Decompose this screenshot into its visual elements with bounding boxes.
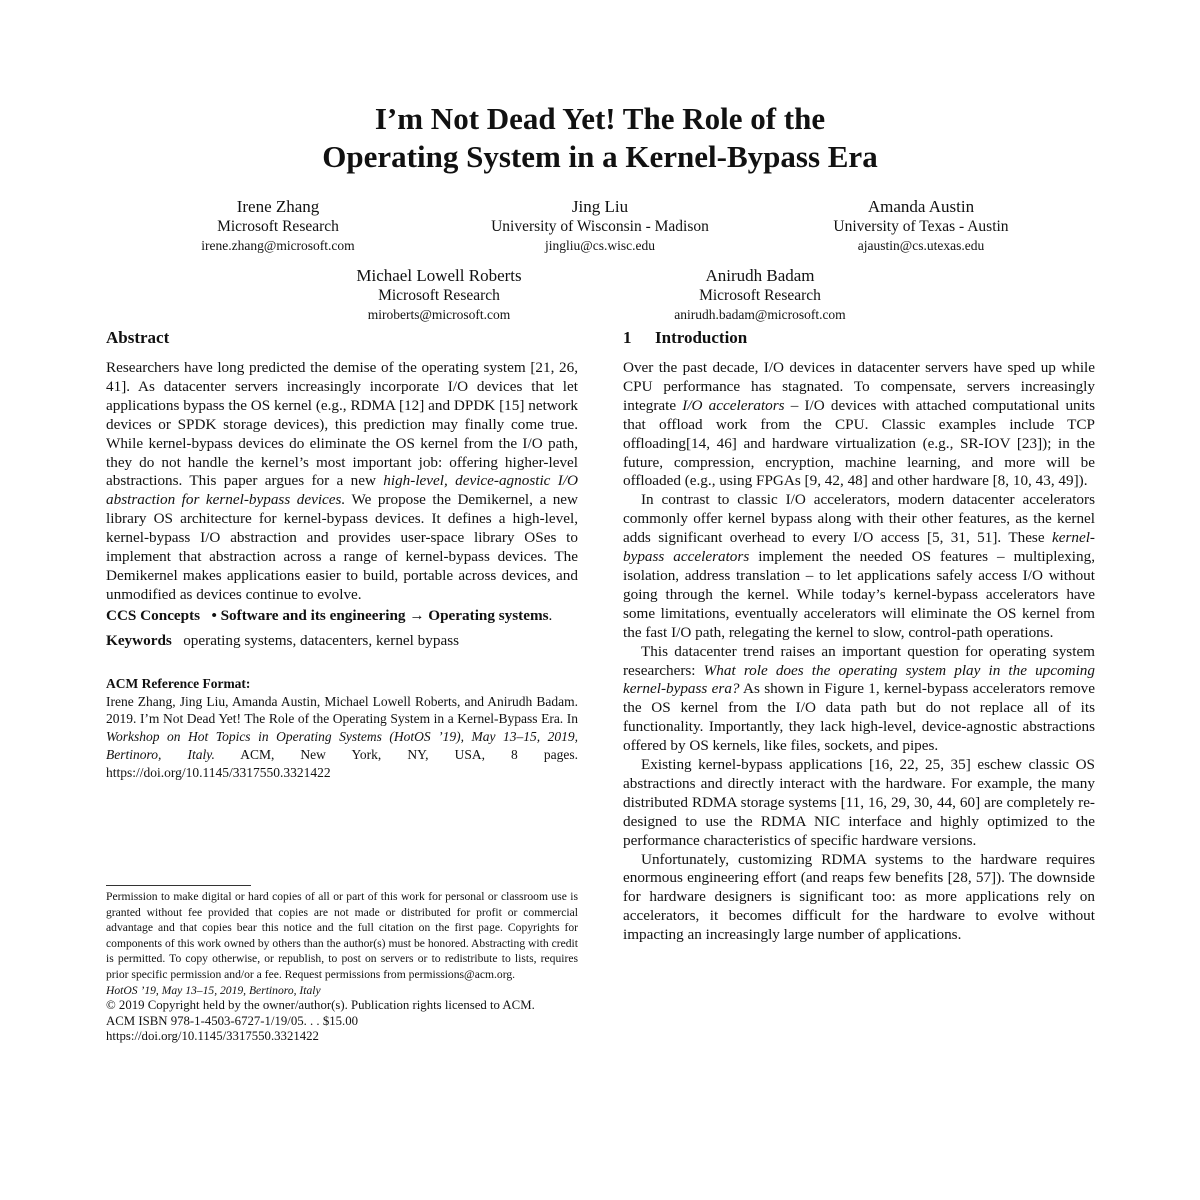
paragraph-part: Over the past decade, I/O devices in datacenter servers have sped up while CPU performance has stagnated. To compensate, servers increasingly integrate — [623, 359, 1095, 414]
paragraph-part: implement the needed OS features – multiplexing, isolation, address translation – to let applications safely access I/O without going through the kernel. While today’s kernel-bypass accelerators have some limitations, eventually accelerators will eliminate the OS kernel from the fast I/O path, relegating the kernel to slow, control-path operations. — [623, 548, 1095, 641]
author-email: anirudh.badam@microsoft.com — [674, 307, 846, 322]
abstract-text-part: We propose the Demikernel, a new library OS architecture for kernel-bypass devices. It defines a high-level, kernel-bypass I/O abstraction and provides user-space library OSes to implement that abstraction across a range of kernel-bypass devices. The Demikernel makes applications easier to build, portable across devices, and unmodified as devices continue to evolve. — [106, 491, 578, 603]
acm-reference-heading: ACM Reference Format: — [106, 675, 251, 691]
acm-reference-part: Irene Zhang, Jing Liu, Amanda Austin, Michael Lowell Roberts, and Anirudh Badam. 2019. I’m Not Dead Yet! The Role of the Operating System in a Kernel-Bypass Era. In — [106, 693, 578, 727]
title-line-2: Operating System in a Kernel-Bypass Era — [322, 139, 878, 174]
introduction-heading — [623, 326, 1095, 350]
paragraph-part: This datacenter trend raises an important question for operating system researchers: — [623, 642, 1095, 679]
author-affiliation: University of Wisconsin - Madison — [491, 218, 709, 235]
right-column — [623, 326, 1095, 945]
keywords — [106, 632, 578, 651]
author-block-1 — [98, 197, 458, 255]
left-column — [106, 326, 578, 782]
abstract-text-italic: high-level, device-agnostic I/O abstraction for kernel-bypass devices. — [106, 472, 579, 509]
paragraph-italic: What role does the operating system play in the upcoming kernel-bypass era? — [623, 661, 1095, 698]
intro-paragraph-3 — [623, 643, 1095, 756]
acm-reference-text — [106, 693, 578, 782]
ccs-text: • Software and its engineering → Operating systems — [211, 606, 549, 624]
permission-text: Permission to make digital or hard copies of all or part of this work for personal or classroom use is granted without fee provided that copies are not made or distributed for profit or commercial advantage and that copies bear this notice and the full citation on the first page. Copyrights for components of this work owned by others than the author(s) must be honored. Abstracting with credit is permitted. To copy otherwise, or republish, to post on servers or to redistribute to lists, requires prior specific permission and/or a fee. Request permissions from permissions@acm.org. — [106, 890, 578, 981]
footnote-divider — [106, 885, 251, 886]
ccs-concepts — [106, 607, 578, 626]
permission-doi: https://doi.org/10.1145/3317550.3321422 — [106, 1029, 319, 1044]
ccs-suffix: . — [548, 606, 553, 624]
keywords-text: operating systems, datacenters, kernel bypass — [183, 631, 460, 649]
intro-paragraph-2 — [623, 491, 1095, 642]
author-name: Michael Lowell Roberts — [356, 266, 522, 285]
author-email: miroberts@microsoft.com — [367, 307, 511, 322]
author-name: Jing Liu — [571, 197, 629, 216]
paper-title — [0, 100, 1200, 176]
paragraph-part: In contrast to classic I/O accelerators, modern datacenter accelerators commonly offer kernel bypass along with their other features, as the kernel adds significant overhead to every I/O access [5, 31, 51]. These — [623, 491, 1095, 547]
acm-reference-italic: Workshop on Hot Topics in Operating Systems (HotOS ’19), May 13–15, 2019, Bertinoro, Italy. — [106, 729, 578, 762]
intro-paragraph-5: Unfortunately, customizing RDMA systems to the hardware requires enormous engineering effort (and reaps few benefits [28, 57]). The downside for hardware designers is significant too: as more applications rely on accelerators, it becomes difficult for the hardware to evolve without impacting an increasingly large number of applications. — [623, 850, 1095, 944]
author-affiliation: University of Texas - Austin — [833, 218, 1009, 235]
permission-venue: HotOS ’19, May 13–15, 2019, Bertinoro, Italy — [106, 983, 321, 997]
paragraph-part: As shown in Figure 1, kernel-bypass accelerators remove the OS kernel from the I/O data path but do not replace all of its functionality. Importantly, they lack high-level, device-agnostic abstractions offered by OS kernels, like files, sockets, and pipes. — [623, 680, 1096, 755]
abstract-text — [106, 359, 578, 605]
author-affiliation: Microsoft Research — [378, 287, 500, 304]
author-block-2 — [420, 197, 780, 255]
permission-copyright: © 2019 Copyright held by the owner/author(s). Publication rights licensed to ACM. — [106, 998, 535, 1013]
abstract-text-part: Researchers have long predicted the demise of the operating system [21, 26, 41]. As datacenter servers increasingly incorporate I/O devices that let applications bypass the OS kernel (e.g., RDMA [12] and DPDK [15] network devices or SPDK storage devices), this prediction may finally come true. While kernel-bypass devices do eliminate the OS kernel from the I/O path, they do not handle the kernel’s most important job: offering higher-level abstractions. This paper argues for a new — [106, 359, 578, 490]
abstract-heading: Abstract — [106, 328, 170, 347]
author-email: irene.zhang@microsoft.com — [201, 238, 355, 253]
permission-notice — [106, 889, 578, 1045]
intro-paragraph-1 — [623, 359, 1095, 491]
author-name: Irene Zhang — [236, 197, 320, 216]
paragraph-italic: kernel-bypass accelerators — [623, 529, 1095, 566]
paragraph-part: – I/O devices with attached computational units that offload work from the CPU. Classic examples include TCP offloading[14, 46] and hardware virtualization (e.g., SR-IOV [23]); in the future, compression, encryption, machine learning, and more will be offloaded (e.g., using FPGAs [9, 42, 48] and other hardware [8, 10, 43, 49]). — [623, 396, 1095, 490]
author-block-3 — [741, 197, 1101, 255]
section-number: 1 — [623, 328, 632, 347]
author-name: Anirudh Badam — [705, 266, 815, 285]
author-block-5 — [580, 266, 940, 324]
author-name: Amanda Austin — [867, 197, 975, 216]
intro-paragraph-4: Existing kernel-bypass applications [16, 22, 25, 35] eschew classic OS abstractions and directly interact with the hardware. For example, the many distributed RDMA storage systems [11, 16, 29, 30, 44, 60] are completely re-designed to use the RDMA NIC interface and highly optimized to the performance characteristics of specific hardware versions. — [623, 756, 1095, 849]
acm-reference-part: ACM, New York, NY, USA, 8 pages. https://doi.org/10.1145/3317550.3321422 — [106, 746, 578, 780]
author-affiliation: Microsoft Research — [699, 287, 821, 304]
title-line-1: I’m Not Dead Yet! The Role of the — [374, 101, 826, 136]
section-title: Introduction — [655, 328, 748, 347]
author-affiliation: Microsoft Research — [217, 218, 339, 235]
paragraph-italic: I/O accelerators — [682, 396, 785, 414]
author-email: jingliu@cs.wisc.edu — [545, 238, 655, 253]
ccs-label: CCS Concepts — [106, 606, 201, 624]
author-block-4 — [259, 266, 619, 324]
permission-isbn: ACM ISBN 978-1-4503-6727-1/19/05. . . $15.00 — [106, 1013, 359, 1028]
keywords-label: Keywords — [106, 631, 172, 649]
author-email: ajaustin@cs.utexas.edu — [857, 238, 985, 253]
